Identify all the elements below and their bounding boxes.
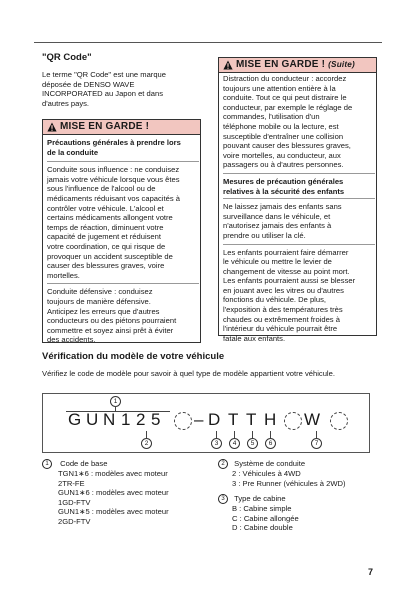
text-line: Ne laissez jamais des enfants sans (223, 202, 342, 212)
text-line: susceptible d'entraîner une collision (223, 131, 344, 141)
verification-intro: Vérifiez le code de modèle pour savoir à quel type de modèle appartient votre véhicule. (42, 369, 335, 378)
legend-number: 1 (42, 459, 52, 469)
legend-line: GUN1∗5 : modèles avec moteur (58, 507, 169, 517)
warning-right-paragraph (223, 74, 375, 170)
legend-title: Type de cabine (234, 494, 286, 503)
text-line: en jouant avec les vitres ou d'autres (223, 285, 344, 295)
text-line: mortelles. (47, 270, 80, 280)
warning-left-paragraph (47, 287, 199, 345)
code-char: D (208, 410, 221, 429)
code-char: G (68, 410, 82, 429)
text-line: Les enfants pourraient faire démarrer (223, 247, 349, 257)
text-line: des accidents. (47, 335, 96, 345)
marker-7-line (316, 431, 317, 438)
text-line: toujours de manière défensive. (47, 296, 151, 306)
qr-line: Le terme "QR Code" est une marque (42, 70, 166, 79)
legend-item-3 (218, 494, 383, 533)
text-line: pouvant causer des blessures graves, (223, 141, 351, 151)
code-char: T (246, 410, 257, 429)
text-line: certains médicaments allongent votre (47, 213, 173, 223)
text-line: fonctions du véhicule. De plus, (223, 295, 326, 305)
legend-number: 2 (218, 459, 228, 469)
code-char: 5 (151, 410, 161, 429)
qr-text (42, 70, 192, 108)
placeholder-circle (174, 412, 192, 430)
warning-suite-label: (Suite) (328, 60, 355, 69)
text-line: conducteur, par exemple le réglage de (223, 102, 353, 112)
legend-item-1 (42, 459, 212, 527)
text-line: votre coordination, ce qui risque de (47, 241, 166, 251)
marker-6: 6 (265, 438, 276, 449)
warning-left-paragraph (47, 165, 199, 280)
warning-left-heading (47, 138, 199, 157)
text-line: fatale aux enfants. (223, 333, 286, 343)
legend-line: 2TR-FE (58, 478, 85, 488)
legend-line: 2 : Véhicules à 4WD (232, 469, 301, 478)
warning-right-paragraph (223, 202, 375, 240)
marker-6-line (270, 431, 271, 438)
marker-3: 3 (211, 438, 222, 449)
code-char: – (194, 410, 204, 429)
placeholder-circle (330, 412, 348, 430)
marker-5: 5 (247, 438, 258, 449)
text-line: sous l'influence de l'alcool ou de (47, 184, 156, 194)
code-char: 1 (121, 410, 131, 429)
warning-header-label: MISE EN GARDE ! (60, 121, 150, 132)
text-line: causer des blessures graves, voire (47, 261, 165, 271)
text-line: conduite. Tout ce qui peut distraire le (223, 93, 347, 103)
text-line: Distraction du conducteur : accordez (223, 74, 347, 83)
heading-line: Précautions générales à prendre lors (47, 138, 181, 147)
warning-right-paragraph (223, 248, 375, 344)
qr-line: d'autres pays. (42, 98, 90, 108)
text-line: surveillance dans le véhicule, et (223, 211, 331, 221)
text-line: téléphone mobile ou la lecture, est (223, 121, 339, 131)
warning-right-body (223, 74, 375, 344)
text-line: passagers ou à d'autres personnes. (223, 160, 344, 170)
warning-header-text: MISE EN GARDE ! (236, 59, 326, 70)
warning-left-body (47, 138, 199, 346)
text-line: provoquer un accident susceptible de (47, 251, 173, 261)
text-line: n'autorisez jamais des enfants à (223, 221, 332, 231)
legend-line: C : Cabine allongée (232, 513, 299, 523)
text-line: commandes, l'utilisation d'un (223, 112, 320, 122)
qr-line: déposée de DENSO WAVE (42, 79, 135, 89)
code-char: W (304, 410, 321, 429)
text-line: Anticipez les erreurs que d'autres (47, 306, 160, 316)
warning-box-right (218, 57, 377, 343)
text-line: capacité de jugement et réduisent (47, 232, 161, 242)
legend-line: 3 : Pre Runner (véhicules à 2WD) (232, 478, 346, 488)
marker-4: 4 (229, 438, 240, 449)
marker-2: 2 (141, 438, 152, 449)
text-line: toujours une attention entière à la (223, 83, 336, 93)
legend-title: Code de base (60, 459, 108, 468)
marker-4-line (234, 431, 235, 438)
legend-item-2-header (218, 459, 383, 469)
code-char: T (228, 410, 239, 429)
legend-line: 2GD-FTV (58, 516, 91, 526)
marker-7: 7 (311, 438, 322, 449)
text-line: médicaments réduisant vos capacités à (47, 193, 180, 203)
text-line: Conduite défensive : conduisez (47, 287, 153, 297)
placeholder-circle (284, 412, 302, 430)
text-line: Les enfants pourraient aussi se blesser (223, 276, 356, 286)
text-line: le véhicule ou mettre le levier de (223, 257, 332, 267)
marker-5-line (252, 431, 253, 438)
warning-right-heading (223, 177, 375, 196)
page-number: 7 (368, 567, 374, 577)
legend-item-3-header (218, 494, 383, 504)
text-line: jamais votre véhicule lorsque vous êtes (47, 174, 180, 184)
text-line: l'intérieur du véhicule pourrait être (223, 324, 338, 334)
warning-header-label (236, 59, 355, 70)
heading-line: Mesures de précaution générales (223, 176, 344, 186)
legend-number: 3 (218, 494, 228, 504)
text-line: Conduite sous influence : ne conduisez (47, 165, 180, 175)
legend-line: GUN1∗6 : modèles avec moteur (58, 488, 169, 498)
text-line: contrôler votre véhicule. L'alcool et (47, 203, 164, 213)
marker-3-line (216, 431, 217, 438)
legend-line: D : Cabine double (232, 523, 293, 533)
code-char: U (86, 410, 99, 429)
qr-line: INCORPORATED au Japon et dans (42, 89, 163, 99)
legend-title: Système de conduite (234, 459, 306, 468)
top-rule (34, 42, 382, 43)
legend-line: TGN1∗6 : modèles avec moteur (58, 469, 168, 478)
text-line: commettre et soyez ainsi prêt à éviter (47, 325, 174, 335)
marker-1: 1 (110, 396, 121, 407)
heading-line: de la conduite (47, 147, 99, 157)
text-line: l'exposition à des températures très (223, 305, 343, 315)
warning-box-left (42, 119, 201, 343)
legend-line: B : Cabine simple (232, 504, 292, 513)
warning-triangle-icon (223, 60, 233, 70)
text-line: voire mortelles, au conducteur, aux (223, 150, 341, 160)
marker-2-line (146, 431, 147, 438)
heading-line: relatives à la sécurité des enfants (223, 186, 345, 196)
text-line: chaudes ou extrêmement froides à (223, 314, 340, 324)
warning-header (219, 58, 376, 73)
text-line: prendre ou utiliser la clé. (223, 230, 306, 240)
code-char: 2 (136, 410, 146, 429)
legend-item-2 (218, 459, 383, 488)
text-line: temps de réaction, diminuent votre (47, 222, 164, 232)
text-line: changement de vitesse au point mort. (223, 266, 350, 276)
text-line: conducteurs ou des piétons pourraient (47, 316, 177, 326)
warning-header (43, 120, 200, 135)
qr-title: "QR Code" (42, 52, 92, 63)
verification-title: Vérification du modèle de votre véhicule (42, 351, 225, 362)
legend-item-1-header (42, 459, 212, 469)
legend-line: 1GD-FTV (58, 497, 91, 507)
code-char: N (103, 410, 116, 429)
code-char: H (264, 410, 277, 429)
warning-triangle-icon (47, 122, 57, 132)
